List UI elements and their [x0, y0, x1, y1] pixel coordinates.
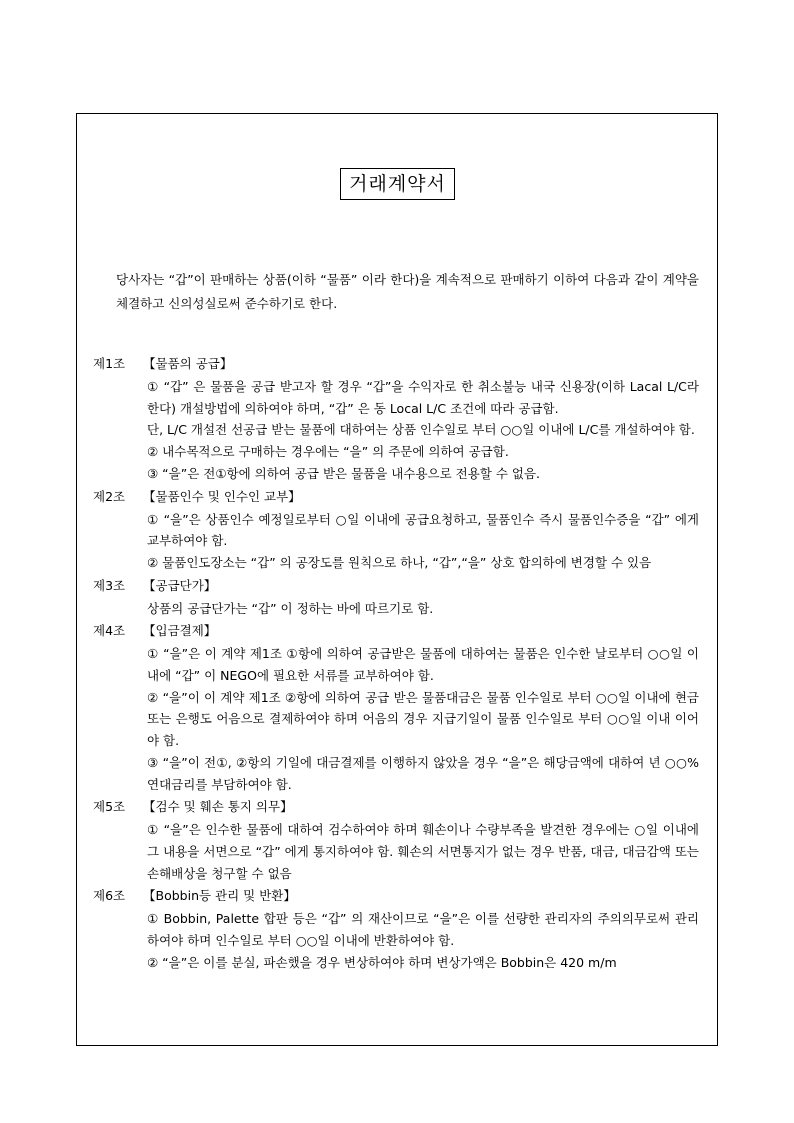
- clause-paragraph: ① Bobbin, Palette 합판 등은 “갑” 의 재산이므로 “을”은 이를 선량한 관리자의 주의의무로써 관리하여야 하며 인수일로 부터 ○○일 이내에 반환하여야 함.: [147, 911, 699, 949]
- clause-paragraph: ② “을”이 이 계약 제1조 ②항에 의하여 공급 받은 물품대금은 물품 인수일로 부터 ○○일 이내에 현금 또는 은행도 어음으로 결제하여야 하며 어음의 경우 지급기일이 물품 인수일로 부터 ○○일 이내 이어야 함.: [147, 689, 699, 749]
- clause-paragraph: ① “을”은 인수한 물품에 대하여 검수하여야 하며 훼손이나 수량부족을 발견한 경우에는 ○일 이내에 그 내용을 서면으로 “갑” 에게 통지하여야 함. 훼손의 서면통지가 없는 경우 반품, 대금, 대금감액 또는 손해배상을 청구할 수 없음: [147, 822, 699, 881]
- clause-heading: 【검수 및 훼손 통지 의무】: [143, 799, 293, 815]
- document-title: 거래계약서: [340, 168, 455, 200]
- clause-number: 제6조: [93, 888, 126, 904]
- clause-paragraph: ② “을”은 이를 분실, 파손했을 경우 변상하여야 하며 변상가액은 Bobbin은 420 m/m: [147, 954, 617, 970]
- clause-heading: 【물품의 공급】: [143, 356, 233, 371]
- clause-number: 제4조: [93, 623, 126, 639]
- clause: [93, 574, 699, 620]
- clause-heading: 【공급단가】: [143, 577, 217, 593]
- clause-heading: 【Bobbin등 관리 및 반환】: [143, 888, 296, 904]
- clause-paragraph: ② 물품인도장소는 “갑” 의 공장도를 원칙으로 하나, “갑”,“을” 상호 합의하에 변경할 수 있음: [147, 554, 652, 570]
- clause-paragraph: ② 내수목적으로 구매하는 경우에는 “을” 의 주문에 의하여 공급함.: [147, 444, 509, 460]
- clause: [93, 795, 699, 884]
- clause-paragraph: 단, L/C 개설전 선공급 받는 물품에 대하여는 상품 인수일로 부터 ○○일 이내에 L/C를 개설하여야 함.: [147, 422, 695, 438]
- clause-paragraph: ③ “을”이 전①, ②항의 기일에 대금결제를 이행하지 않았을 경우 “을”은 해당금액에 대하여 년 ○○% 연대금리를 부담하여야 함.: [147, 754, 699, 792]
- clause-paragraph: ① “을”은 이 계약 제1조 ①항에 의하여 공급받은 물품에 대하여는 물품은 인수한 날로부터 ○○일 이내에 “갑” 이 NEGO에 필요한 서류를 교부하여야 함.: [147, 646, 699, 684]
- clause-number: 제2조: [93, 488, 126, 504]
- clause-list: [93, 352, 699, 973]
- clause-paragraph: ③ “을”은 전①항에 의하여 공급 받은 물품을 내수용으로 전용할 수 없음.: [147, 465, 541, 481]
- clause-number: 제1조: [93, 356, 126, 371]
- clause-paragraph: ① “을”은 상품인수 예정일로부터 ○일 이내에 공급요청하고, 물품인수 즉시 물품인수증을 “갑” 에게 교부하여야 함.: [147, 511, 699, 549]
- clause: [93, 884, 699, 973]
- clause: [93, 485, 699, 574]
- clause-number: 제3조: [93, 577, 126, 593]
- clause-number: 제5조: [93, 799, 126, 815]
- clause-paragraph: 상품의 공급단가는 “갑” 이 정하는 바에 따르기로 함.: [147, 600, 434, 616]
- clause: [93, 619, 699, 795]
- intro-paragraph: 당사자는 “갑”이 판매하는 상품(이하 “물품” 이라 한다)을 계속적으로 판매하기 이하여 다음과 같이 계약을 체결하고 신의성실로써 준수하기로 한다.: [116, 272, 699, 311]
- clause: [93, 352, 699, 485]
- clause-heading: 【입금결제】: [143, 623, 217, 639]
- clause-heading: 【물품인수 및 인수인 교부】: [143, 488, 301, 504]
- clause-paragraph: ① “갑” 은 물품을 공급 받고자 할 경우 “갑”을 수익자로 한 취소불능 내국 신용장(이하 Lacal L/C라 한다) 개설방법에 의하여야 하며, “갑” 은 동 Local L/C 조건에 따라 공급함.: [147, 379, 699, 416]
